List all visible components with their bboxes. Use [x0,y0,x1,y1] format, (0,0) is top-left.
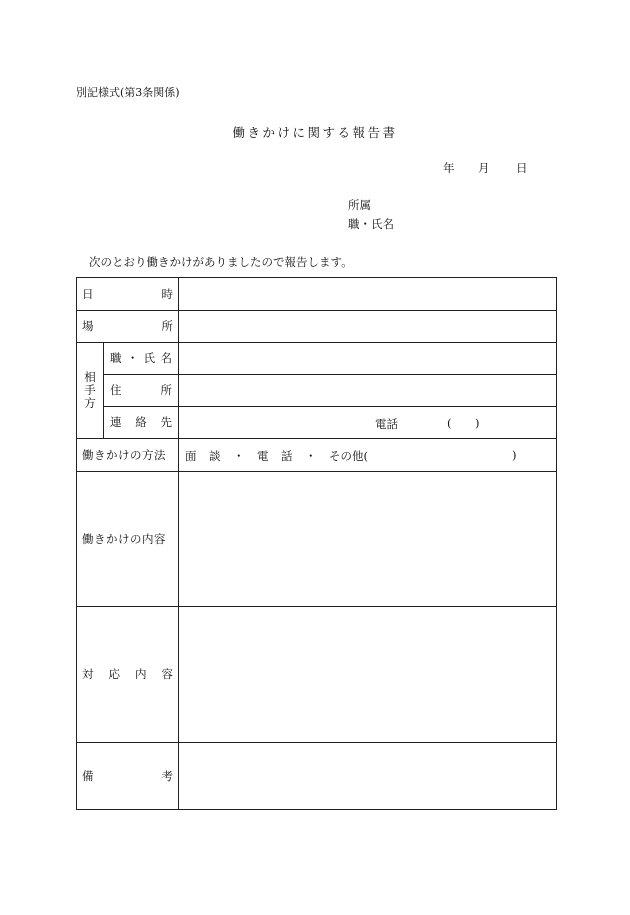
datetime-field[interactable] [179,279,556,310]
counterpart-contact-label: 連 絡 先 [110,415,172,429]
response-field[interactable] [179,607,556,742]
intro-text: 次のとおり働きかけがありましたので報告します。 [89,255,353,269]
date-year-label: 年 [443,161,455,175]
date-day-label: 日 [516,161,528,175]
method-other: その他( [329,449,368,463]
counterpart-name-field[interactable] [179,343,556,374]
remarks-field[interactable] [179,743,556,809]
counterpart-contact-field[interactable] [179,407,556,438]
method-phone-1: 電 [257,449,269,463]
method-interview-2: 談 [209,449,221,463]
content-field[interactable] [179,472,556,606]
phone-label: 電話 [375,417,398,431]
phone-area-open: ( [447,416,452,430]
datetime-label: 日 時 [82,287,173,301]
response-label: 対 応 内 容 [82,667,173,681]
method-interview-1: 面 [185,449,197,463]
counterpart-group-label: 相 手 方 [84,369,96,410]
counterpart-address-field[interactable] [179,375,556,406]
counterpart-address-label: 住 所 [110,383,172,397]
document-title: 働きかけに関する報告書 [232,125,398,140]
method-phone-2: 話 [281,449,293,463]
place-label: 場 所 [82,319,173,333]
remarks-label: 備 考 [82,768,173,783]
method-separator: ・ [233,449,245,463]
affiliation-label: 所属 [348,198,371,212]
date-month-label: 月 [478,161,490,175]
phone-area-close: ) [475,416,480,430]
report-form-table [76,277,557,810]
content-label: 働きかけの内容 [82,531,166,546]
counterpart-name-label: 職 ・ 氏 名 [110,351,172,365]
place-field[interactable] [179,311,556,342]
method-label: 働きかけの方法 [82,447,166,462]
method-separator: ・ [305,449,317,463]
method-other-close: ) [512,448,517,462]
method-field[interactable] [179,439,556,471]
form-reference: 別記様式(第3条関係) [76,86,180,99]
position-name-label: 職・氏名 [348,217,394,231]
